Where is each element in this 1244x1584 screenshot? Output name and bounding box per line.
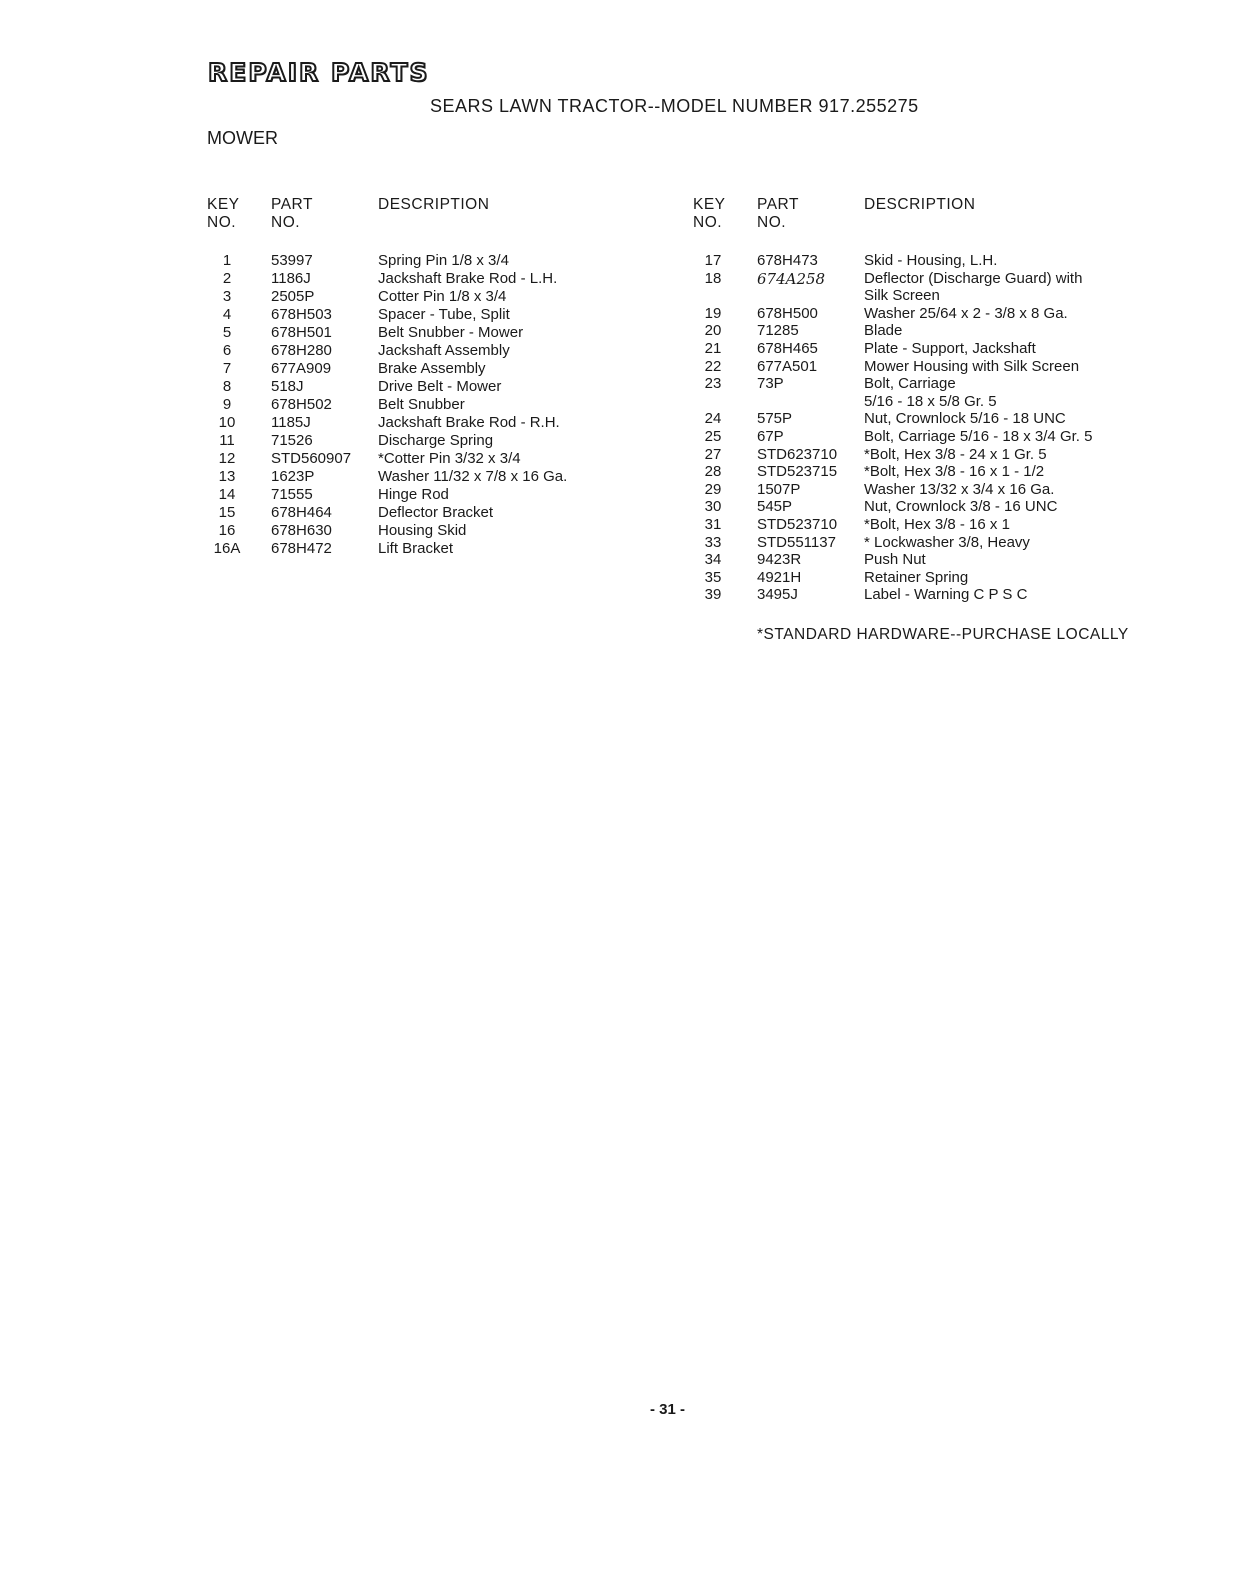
key-number: 11 [219,432,235,449]
part-description: Spring Pin 1/8 x 3/4 [378,252,509,269]
table-row [207,360,707,378]
key-number: 18 [704,269,722,287]
table-row [207,468,707,486]
table-row [207,432,707,450]
parts-table-left [207,196,677,576]
standard-hardware-note: *STANDARD HARDWARE--PURCHASE LOCALLY [757,626,1129,643]
part-number: 3495J [757,586,798,604]
table-row [207,486,707,504]
table-row [207,306,707,324]
part-number: 2505P [271,288,315,305]
part-description: Bolt, Carriage 5/16 - 18 x 3/4 Gr. 5 [864,428,1093,445]
part-number: 1507P [757,480,801,498]
part-description: Washer 25/64 x 2 - 3/8 x 8 Ga. [864,304,1068,322]
part-number: 71285 [757,322,799,340]
key-number: 27 [704,445,722,463]
part-number: 677A501 [757,357,818,375]
key-number: 34 [704,551,722,569]
table-row [207,396,707,414]
part-description: Jackshaft Brake Rod - L.H. [378,270,558,287]
part-description: Deflector Bracket [378,504,494,521]
table-row [693,305,1193,323]
part-description: Plate - Support, Jackshaft [864,340,1036,357]
section-heading: MOWER [207,128,278,148]
key-number: 7 [222,360,232,377]
table-row [207,252,707,270]
part-number: 575P [757,410,793,428]
key-no-header: KEY NO. [693,196,726,231]
part-no-header: PART NO. [271,196,313,231]
part-number: 678H500 [757,304,818,322]
key-number: 14 [218,486,236,503]
part-number: 9423R [757,551,802,569]
table-row [693,340,1193,358]
part-description: *Bolt, Hex 3/8 - 16 x 1 - 1/2 [864,463,1045,481]
part-description: Jackshaft Assembly [378,342,510,359]
key-number: 24 [704,410,722,428]
part-number: 71526 [271,432,313,449]
key-number: 33 [704,533,722,551]
table-row [207,342,707,360]
key-number: 35 [704,568,722,586]
table-row [693,322,1193,340]
table-row [207,288,707,306]
key-number: 39 [704,586,722,604]
part-number: 1623P [271,468,315,485]
parts-table-right [693,196,1193,616]
table-row [207,378,707,396]
part-description: Housing Skid [378,522,467,539]
key-number: 22 [704,357,722,375]
part-number: 678H464 [271,504,332,521]
part-number: 677A909 [271,360,332,377]
table-row [693,446,1193,464]
key-number: 30 [704,498,722,516]
part-number: 678H473 [757,252,818,269]
part-description: Lift Bracket [378,540,454,557]
table-row [693,358,1193,376]
key-number: 23 [704,375,722,393]
part-description: Nut, Crownlock 5/16 - 18 UNC [864,410,1066,428]
part-number: 678H465 [757,340,818,357]
table-row [693,428,1193,446]
description-header: DESCRIPTION [864,196,976,213]
part-description: Label - Warning C P S C [864,586,1028,604]
key-number: 15 [218,504,236,521]
key-no-header: KEY NO. [207,196,240,231]
page-title: REPAIR PARTS [208,58,430,87]
part-description: 5/16 - 18 x 5/8 Gr. 5 [864,392,997,410]
table-row [693,252,1193,270]
part-description: Cotter Pin 1/8 x 3/4 [378,288,507,305]
table-row [693,551,1193,569]
part-description: Mower Housing with Silk Screen [864,357,1080,375]
part-number: 678H280 [271,342,332,359]
key-number: 1 [222,252,232,269]
key-number: 20 [704,322,722,340]
part-number: STD560907 [271,450,352,467]
table-row [693,375,1193,393]
key-number: 10 [218,414,236,431]
part-number: 678H503 [271,306,332,323]
part-description: Washer 11/32 x 7/8 x 16 Ga. [378,468,568,485]
model-subtitle: SEARS LAWN TRACTOR--MODEL NUMBER 917.255275 [430,96,919,116]
part-number: 674A258 [757,269,826,288]
description-header: DESCRIPTION [378,196,490,213]
key-number: 21 [704,340,722,357]
table-row [693,586,1193,604]
table-row [693,534,1193,552]
part-number: 678H472 [271,540,332,557]
table-row [207,504,707,522]
part-description: Silk Screen [864,287,940,305]
part-description: Push Nut [864,551,926,569]
part-description: * Lockwasher 3/8, Heavy [864,533,1030,551]
key-number: 28 [704,463,722,481]
part-number: STD551137 [757,533,836,551]
table-row [207,450,707,468]
key-number: 3 [222,288,232,305]
key-number: 25 [704,428,722,445]
table-row [207,522,707,540]
part-number: 73P [757,375,784,393]
part-description: Drive Belt - Mower [378,378,502,395]
table-row [207,324,707,342]
table-row [693,287,1193,305]
table-row [693,393,1193,411]
part-description: Skid - Housing, L.H. [864,252,998,269]
part-number: 678H501 [271,324,332,341]
part-description: Belt Snubber [378,396,465,413]
key-number: 17 [704,252,722,269]
table-row [693,463,1193,481]
table-row [693,516,1193,534]
part-number: 53997 [271,252,313,269]
part-description: Belt Snubber - Mower [378,324,524,341]
key-number: 31 [704,516,722,533]
part-description: Discharge Spring [378,432,494,449]
key-number: 12 [218,450,236,467]
part-description: Blade [864,322,903,340]
key-number: 19 [704,304,722,322]
part-number: 678H502 [271,396,332,413]
part-number: 1186J [271,270,311,287]
part-description: Deflector (Discharge Guard) with [864,269,1083,287]
table-row [693,498,1193,516]
key-number: 6 [222,342,232,359]
part-description: Jackshaft Brake Rod - R.H. [378,414,560,431]
part-number: 67P [757,428,784,445]
part-number: STD523710 [757,516,838,533]
part-no-header: PART NO. [757,196,799,231]
part-description: Retainer Spring [864,568,969,586]
table-row [693,481,1193,499]
key-number: 4 [222,306,232,323]
key-number: 16 [218,522,236,539]
part-number: STD623710 [757,445,838,463]
part-description: Hinge Rod [378,486,449,503]
part-description: Bolt, Carriage [864,375,956,393]
table-row [693,569,1193,587]
part-number: STD523715 [757,463,838,481]
page-number: - 31 - [650,1401,686,1418]
part-number: 518J [271,378,304,395]
key-number: 29 [704,480,722,498]
part-description: *Cotter Pin 3/32 x 3/4 [378,450,521,467]
part-number: 678H630 [271,522,332,539]
table-row [693,270,1193,288]
table-row [207,540,707,558]
table-row [207,414,707,432]
part-description: Washer 13/32 x 3/4 x 16 Ga. [864,480,1055,498]
key-number: 13 [218,468,236,485]
part-number: 4921H [757,568,802,586]
key-number: 9 [222,396,232,413]
table-row [207,270,707,288]
key-number: 16A [213,540,241,557]
key-number: 2 [222,270,232,287]
table-row [693,410,1193,428]
part-description: *Bolt, Hex 3/8 - 24 x 1 Gr. 5 [864,445,1047,463]
part-number: 545P [757,498,793,516]
part-description: Nut, Crownlock 3/8 - 16 UNC [864,498,1058,516]
part-description: *Bolt, Hex 3/8 - 16 x 1 [864,516,1010,533]
part-number: 1185J [271,414,311,431]
key-number: 8 [222,378,232,395]
part-number: 71555 [271,486,313,503]
part-description: Brake Assembly [378,360,486,377]
key-number: 5 [222,324,232,341]
part-description: Spacer - Tube, Split [378,306,510,323]
